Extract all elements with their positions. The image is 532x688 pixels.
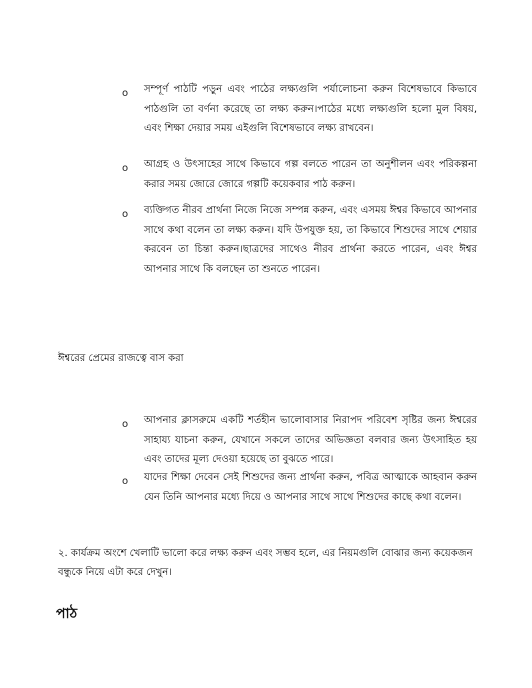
bullet-item-silent-prayer: ব্যক্তিগত নীরব প্রার্থনা নিজে নিজে সম্পন্ন করুন, এবং এসময় ঈশ্বর কিভাবে আপনার সাথে কথা বলেন তা লক্ষ্য করুন। যদি উপযুক্ত হয়, তা কিভাবে শিশুদের সাথে শেয়ার করবেন তা চিন্তা করুন।ছাত্রদের সাথেও নীরব প্রার্থনা করতে পারেন, এবং ঈশ্বর আপনার সাথে কি বলছেন তা শুনতে পারেন।	[144, 205, 477, 275]
bullet-marker: o	[122, 163, 129, 174]
bullet-marker: o	[122, 88, 129, 99]
lesson-heading: পাঠ	[56, 606, 78, 622]
bullet-marker: o	[122, 476, 129, 487]
bullet-item-read-lesson: সম্পূর্ণ পাঠটি পড়ুন এবং পাঠের লক্ষ্যগুলি পর্যালোচনা করুন বিশেষভাবে কিভাবে পাঠগুলি তা বর্ণনা করেছে তা লক্ষ্য করুন।পাঠের মধ্যে লক্ষ্যগুলি হলো মুল বিষয়, এবং শিক্ষা দেয়ার সময় এইগুলি বিশেষভাবে লক্ষ্য রাখবেন।	[144, 84, 477, 134]
bullet-marker: o	[122, 209, 129, 220]
bullet-item-safe-environment: আপনার ক্লাসরুমে একটি শর্তহীন ভালোবাসার নিরাপদ পরিবেশ সৃষ্টির জন্য ঈশ্বরের সাহায্য যাচনা করুন, যেখানে সকলে তাদের অভিজ্ঞতা বলবার জন্য উৎসাহিত হয় এবং তাদের মূল্য দেওয়া হয়েছে তা বুঝতে পারে।	[144, 415, 477, 465]
bullet-marker: o	[122, 419, 129, 430]
bullet-item-pray-for-children: যাদের শিক্ষা দেবেন সেই শিশুদের জন্য প্রার্থনা করুন, পবিত্র আত্মাকে আহবান করুন যেন তিনি আপনার মধ্যে দিয়ে ও আপনার সাথে সাথে শিশুদের কাছে কথা বলেন।	[144, 472, 477, 503]
section-subheading: ঈশ্বরের প্রেমের রাজত্বে বাস করা	[58, 353, 184, 364]
bullet-item-practice-story: আগ্রহ ও উৎসাহের সাথে কিভাবে গল্প বলতে পারেন তা অনুশীলন এবং পরিকল্পনা করার সময় জোরে জোরে গল্পটি কয়েকবার পাঠ করুন।	[144, 159, 477, 190]
numbered-instruction: ২. কার্যক্রম অংশে খেলাটি ভালো করে লক্ষ্য করুন এবং সম্ভব হলে, এর নিয়মগুলি বোঝার জন্য কয়েকজন বন্ধুকে নিয়ে এটা করে দেখুন।	[58, 548, 473, 578]
